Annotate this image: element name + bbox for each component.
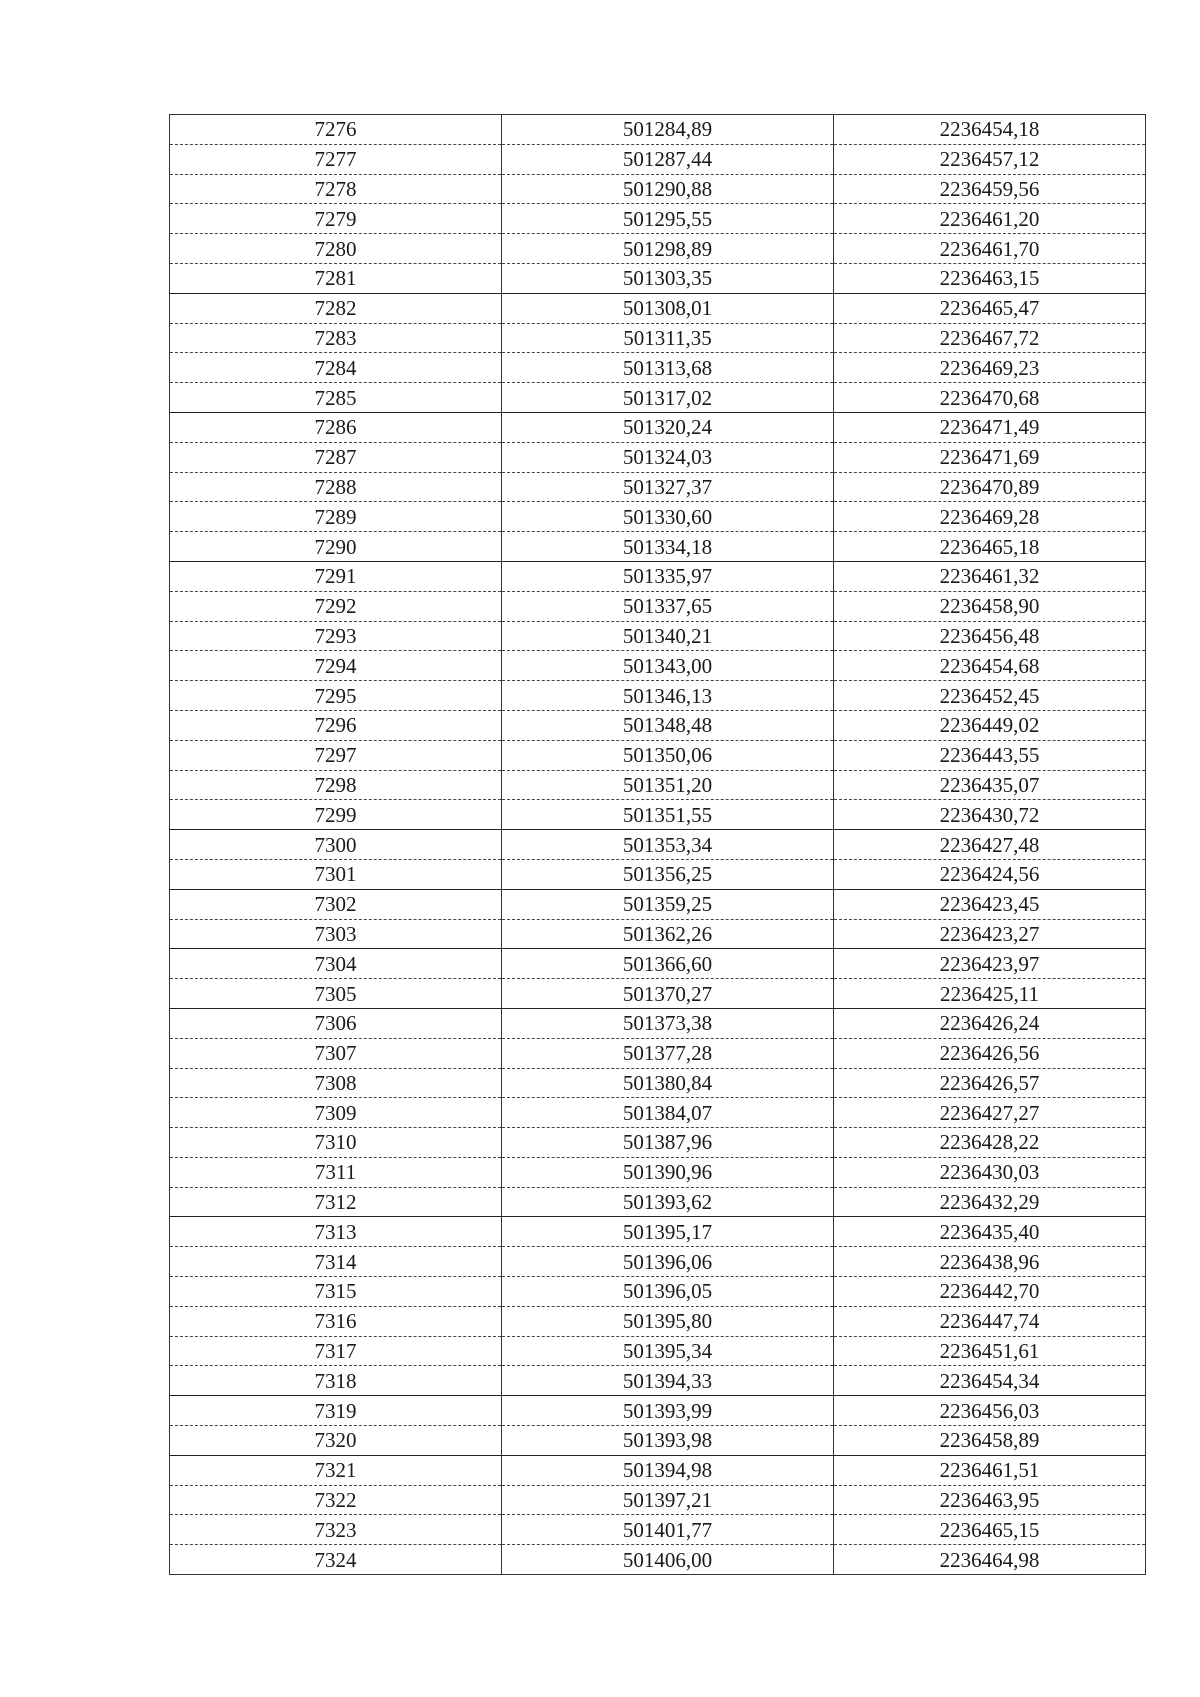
x-coordinate-cell: 501337,65: [502, 591, 834, 621]
table-row: [170, 442, 1146, 472]
point-number-cell: 7286: [170, 412, 502, 442]
y-coordinate-cell: 2236425,11: [834, 979, 1146, 1009]
point-number-cell: 7317: [170, 1336, 502, 1366]
table-row: [170, 1485, 1146, 1515]
x-coordinate-cell: 501290,88: [502, 174, 834, 204]
x-coordinate-cell: 501396,05: [502, 1277, 834, 1307]
point-number-cell: 7319: [170, 1396, 502, 1426]
y-coordinate-cell: 2236459,56: [834, 174, 1146, 204]
y-coordinate-cell: 2236467,72: [834, 323, 1146, 353]
x-coordinate-cell: 501284,89: [502, 115, 834, 145]
table-row: [170, 1008, 1146, 1038]
y-coordinate-cell: 2236470,68: [834, 383, 1146, 413]
x-coordinate-cell: 501313,68: [502, 353, 834, 383]
table-row: [170, 1426, 1146, 1456]
x-coordinate-cell: 501340,21: [502, 621, 834, 651]
y-coordinate-cell: 2236442,70: [834, 1277, 1146, 1307]
y-coordinate-cell: 2236435,40: [834, 1217, 1146, 1247]
table-row: [170, 949, 1146, 979]
y-coordinate-cell: 2236447,74: [834, 1306, 1146, 1336]
y-coordinate-cell: 2236471,69: [834, 442, 1146, 472]
point-number-cell: 7290: [170, 532, 502, 562]
point-number-cell: 7296: [170, 710, 502, 740]
table-row: [170, 919, 1146, 949]
x-coordinate-cell: 501308,01: [502, 293, 834, 323]
y-coordinate-cell: 2236456,03: [834, 1396, 1146, 1426]
x-coordinate-cell: 501350,06: [502, 740, 834, 770]
x-coordinate-cell: 501393,62: [502, 1187, 834, 1217]
point-number-cell: 7322: [170, 1485, 502, 1515]
point-number-cell: 7282: [170, 293, 502, 323]
y-coordinate-cell: 2236443,55: [834, 740, 1146, 770]
y-coordinate-cell: 2236461,70: [834, 234, 1146, 264]
point-number-cell: 7320: [170, 1426, 502, 1456]
table-row: [170, 1157, 1146, 1187]
x-coordinate-cell: 501287,44: [502, 144, 834, 174]
x-coordinate-cell: 501327,37: [502, 472, 834, 502]
y-coordinate-cell: 2236458,89: [834, 1426, 1146, 1456]
table-row: [170, 144, 1146, 174]
x-coordinate-cell: 501394,98: [502, 1455, 834, 1485]
point-number-cell: 7318: [170, 1366, 502, 1396]
point-number-cell: 7307: [170, 1038, 502, 1068]
point-number-cell: 7312: [170, 1187, 502, 1217]
x-coordinate-cell: 501356,25: [502, 859, 834, 889]
x-coordinate-cell: 501351,20: [502, 770, 834, 800]
y-coordinate-cell: 2236435,07: [834, 770, 1146, 800]
table-row: [170, 1306, 1146, 1336]
point-number-cell: 7316: [170, 1306, 502, 1336]
table-row: [170, 1068, 1146, 1098]
y-coordinate-cell: 2236461,32: [834, 561, 1146, 591]
point-number-cell: 7293: [170, 621, 502, 651]
x-coordinate-cell: 501395,80: [502, 1306, 834, 1336]
y-coordinate-cell: 2236424,56: [834, 859, 1146, 889]
table-row: [170, 263, 1146, 293]
point-number-cell: 7298: [170, 770, 502, 800]
point-number-cell: 7287: [170, 442, 502, 472]
x-coordinate-cell: 501362,26: [502, 919, 834, 949]
table-row: [170, 323, 1146, 353]
table-row: [170, 889, 1146, 919]
y-coordinate-cell: 2236426,57: [834, 1068, 1146, 1098]
x-coordinate-cell: 501346,13: [502, 681, 834, 711]
x-coordinate-cell: 501295,55: [502, 204, 834, 234]
table-row: [170, 621, 1146, 651]
coordinates-table: [169, 114, 1146, 1575]
table-row: [170, 1098, 1146, 1128]
point-number-cell: 7324: [170, 1545, 502, 1575]
point-number-cell: 7300: [170, 830, 502, 860]
point-number-cell: 7281: [170, 263, 502, 293]
table-row: [170, 830, 1146, 860]
point-number-cell: 7313: [170, 1217, 502, 1247]
table-row: [170, 204, 1146, 234]
y-coordinate-cell: 2236454,34: [834, 1366, 1146, 1396]
y-coordinate-cell: 2236456,48: [834, 621, 1146, 651]
table-row: [170, 1545, 1146, 1575]
table-row: [170, 293, 1146, 323]
y-coordinate-cell: 2236426,24: [834, 1008, 1146, 1038]
point-number-cell: 7323: [170, 1515, 502, 1545]
table-row: [170, 174, 1146, 204]
table-row: [170, 1187, 1146, 1217]
x-coordinate-cell: 501384,07: [502, 1098, 834, 1128]
x-coordinate-cell: 501343,00: [502, 651, 834, 681]
x-coordinate-cell: 501394,33: [502, 1366, 834, 1396]
table-row: [170, 1515, 1146, 1545]
x-coordinate-cell: 501380,84: [502, 1068, 834, 1098]
table-row: [170, 1455, 1146, 1485]
y-coordinate-cell: 2236438,96: [834, 1247, 1146, 1277]
point-number-cell: 7311: [170, 1157, 502, 1187]
y-coordinate-cell: 2236469,23: [834, 353, 1146, 383]
table-row: [170, 1038, 1146, 1068]
y-coordinate-cell: 2236458,90: [834, 591, 1146, 621]
point-number-cell: 7280: [170, 234, 502, 264]
table-row: [170, 412, 1146, 442]
x-coordinate-cell: 501370,27: [502, 979, 834, 1009]
y-coordinate-cell: 2236454,68: [834, 651, 1146, 681]
y-coordinate-cell: 2236427,27: [834, 1098, 1146, 1128]
point-number-cell: 7308: [170, 1068, 502, 1098]
x-coordinate-cell: 501395,34: [502, 1336, 834, 1366]
x-coordinate-cell: 501351,55: [502, 800, 834, 830]
point-number-cell: 7283: [170, 323, 502, 353]
point-number-cell: 7295: [170, 681, 502, 711]
x-coordinate-cell: 501373,38: [502, 1008, 834, 1038]
x-coordinate-cell: 501330,60: [502, 502, 834, 532]
point-number-cell: 7314: [170, 1247, 502, 1277]
x-coordinate-cell: 501324,03: [502, 442, 834, 472]
point-number-cell: 7278: [170, 174, 502, 204]
point-number-cell: 7304: [170, 949, 502, 979]
coordinates-table-body: [170, 115, 1146, 1575]
x-coordinate-cell: 501303,35: [502, 263, 834, 293]
y-coordinate-cell: 2236423,97: [834, 949, 1146, 979]
y-coordinate-cell: 2236457,12: [834, 144, 1146, 174]
point-number-cell: 7285: [170, 383, 502, 413]
y-coordinate-cell: 2236423,45: [834, 889, 1146, 919]
x-coordinate-cell: 501298,89: [502, 234, 834, 264]
y-coordinate-cell: 2236470,89: [834, 472, 1146, 502]
y-coordinate-cell: 2236427,48: [834, 830, 1146, 860]
table-row: [170, 1277, 1146, 1307]
point-number-cell: 7310: [170, 1128, 502, 1158]
point-number-cell: 7291: [170, 561, 502, 591]
x-coordinate-cell: 501317,02: [502, 383, 834, 413]
y-coordinate-cell: 2236465,47: [834, 293, 1146, 323]
table-row: [170, 800, 1146, 830]
y-coordinate-cell: 2236430,72: [834, 800, 1146, 830]
x-coordinate-cell: 501401,77: [502, 1515, 834, 1545]
y-coordinate-cell: 2236461,20: [834, 204, 1146, 234]
x-coordinate-cell: 501348,48: [502, 710, 834, 740]
table-row: [170, 859, 1146, 889]
point-number-cell: 7315: [170, 1277, 502, 1307]
point-number-cell: 7277: [170, 144, 502, 174]
table-row: [170, 651, 1146, 681]
table-row: [170, 770, 1146, 800]
y-coordinate-cell: 2236449,02: [834, 710, 1146, 740]
point-number-cell: 7309: [170, 1098, 502, 1128]
x-coordinate-cell: 501396,06: [502, 1247, 834, 1277]
y-coordinate-cell: 2236471,49: [834, 412, 1146, 442]
table-row: [170, 710, 1146, 740]
y-coordinate-cell: 2236452,45: [834, 681, 1146, 711]
point-number-cell: 7288: [170, 472, 502, 502]
x-coordinate-cell: 501397,21: [502, 1485, 834, 1515]
y-coordinate-cell: 2236451,61: [834, 1336, 1146, 1366]
table-row: [170, 234, 1146, 264]
point-number-cell: 7299: [170, 800, 502, 830]
x-coordinate-cell: 501353,34: [502, 830, 834, 860]
y-coordinate-cell: 2236428,22: [834, 1128, 1146, 1158]
table-row: [170, 681, 1146, 711]
table-row: [170, 502, 1146, 532]
point-number-cell: 7297: [170, 740, 502, 770]
y-coordinate-cell: 2236454,18: [834, 115, 1146, 145]
table-row: [170, 353, 1146, 383]
table-row: [170, 1396, 1146, 1426]
x-coordinate-cell: 501377,28: [502, 1038, 834, 1068]
x-coordinate-cell: 501366,60: [502, 949, 834, 979]
y-coordinate-cell: 2236463,95: [834, 1485, 1146, 1515]
y-coordinate-cell: 2236465,15: [834, 1515, 1146, 1545]
table-row: [170, 383, 1146, 413]
point-number-cell: 7284: [170, 353, 502, 383]
x-coordinate-cell: 501390,96: [502, 1157, 834, 1187]
x-coordinate-cell: 501320,24: [502, 412, 834, 442]
x-coordinate-cell: 501335,97: [502, 561, 834, 591]
point-number-cell: 7302: [170, 889, 502, 919]
x-coordinate-cell: 501334,18: [502, 532, 834, 562]
table-row: [170, 740, 1146, 770]
table-row: [170, 591, 1146, 621]
point-number-cell: 7289: [170, 502, 502, 532]
table-row: [170, 1217, 1146, 1247]
x-coordinate-cell: 501393,98: [502, 1426, 834, 1456]
table-row: [170, 1128, 1146, 1158]
point-number-cell: 7306: [170, 1008, 502, 1038]
point-number-cell: 7321: [170, 1455, 502, 1485]
table-row: [170, 979, 1146, 1009]
table-row: [170, 532, 1146, 562]
y-coordinate-cell: 2236464,98: [834, 1545, 1146, 1575]
y-coordinate-cell: 2236461,51: [834, 1455, 1146, 1485]
x-coordinate-cell: 501359,25: [502, 889, 834, 919]
point-number-cell: 7292: [170, 591, 502, 621]
point-number-cell: 7303: [170, 919, 502, 949]
table-row: [170, 472, 1146, 502]
table-row: [170, 1247, 1146, 1277]
y-coordinate-cell: 2236426,56: [834, 1038, 1146, 1068]
point-number-cell: 7279: [170, 204, 502, 234]
y-coordinate-cell: 2236465,18: [834, 532, 1146, 562]
table-row: [170, 115, 1146, 145]
point-number-cell: 7301: [170, 859, 502, 889]
x-coordinate-cell: 501387,96: [502, 1128, 834, 1158]
y-coordinate-cell: 2236423,27: [834, 919, 1146, 949]
point-number-cell: 7276: [170, 115, 502, 145]
y-coordinate-cell: 2236432,29: [834, 1187, 1146, 1217]
x-coordinate-cell: 501406,00: [502, 1545, 834, 1575]
y-coordinate-cell: 2236463,15: [834, 263, 1146, 293]
x-coordinate-cell: 501311,35: [502, 323, 834, 353]
point-number-cell: 7305: [170, 979, 502, 1009]
x-coordinate-cell: 501393,99: [502, 1396, 834, 1426]
table-row: [170, 1336, 1146, 1366]
y-coordinate-cell: 2236469,28: [834, 502, 1146, 532]
table-row: [170, 561, 1146, 591]
table-row: [170, 1366, 1146, 1396]
point-number-cell: 7294: [170, 651, 502, 681]
y-coordinate-cell: 2236430,03: [834, 1157, 1146, 1187]
x-coordinate-cell: 501395,17: [502, 1217, 834, 1247]
